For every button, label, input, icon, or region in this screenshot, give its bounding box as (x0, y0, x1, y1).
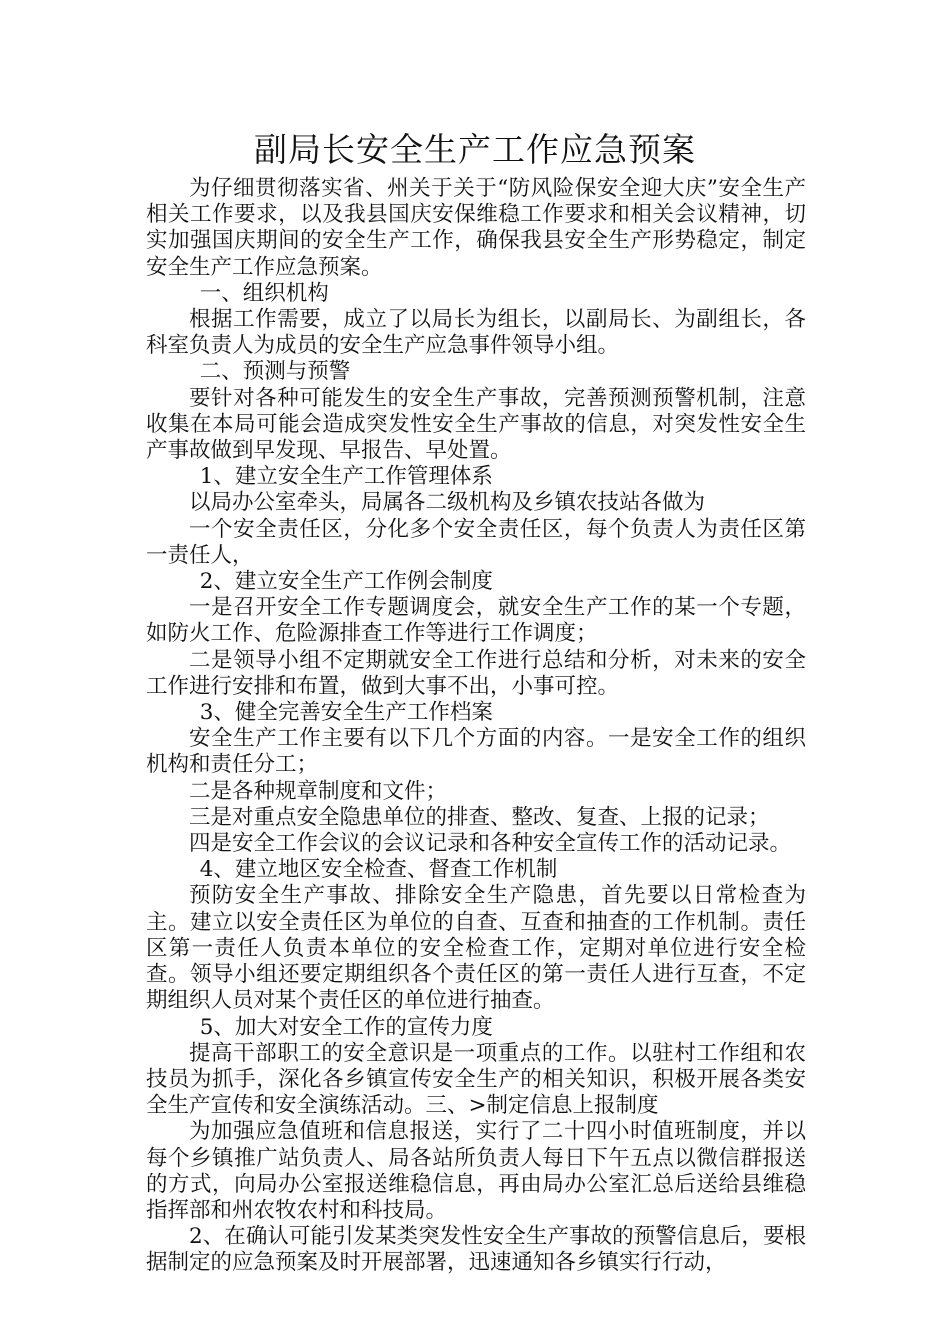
subheading-archives: 3、健全完善安全生产工作档案 (199, 700, 493, 726)
paragraph-archives-3: 三是对重点安全隐患单位的排查、整改、复查、上报的记录； (189, 804, 770, 830)
subheading-regular-meeting: 2、建立安全生产工作例会制度 (199, 569, 493, 595)
paragraph-organization: 根据工作需要，成立了以局长为组长，以副局长、为副组长，各科室负责人为成员的安全生产应急事件领导小组。 (146, 307, 806, 359)
section-heading-forecast: 二、预测与预警 (199, 359, 351, 385)
paragraph-intro: 为仔细贯彻落实省、州关于关于“防风险保安全迎大庆”安全生产相关工作要求，以及我县国庆安保维稳工作要求和相关会议精神，切实加强国庆期间的安全生产工作，确保我县安全生产形势稳定，制定安全生产工作应急预案。 (146, 176, 806, 280)
subheading-inspection: 4、建立地区安全检查、督查工作机制 (199, 857, 558, 883)
paragraph-regular-meeting-2: 二是领导小组不定期就安全工作进行总结和分析，对未来的安全工作进行安排和布置，做到大事不出，小事可控。 (146, 647, 806, 699)
document-body (146, 176, 806, 1277)
paragraph-management-system-1: 以局办公室牵头，局属各二级机构及乡镇农技站各做为 (189, 490, 706, 516)
paragraph-early-warning: 2、在确认可能引发某类突发性安全生产事故的预警信息后，要根据制定的应急预案及时开展部署，迅速通知各乡镇实行行动， (146, 1224, 806, 1276)
paragraph-management-system-2: 一个安全责任区，分化多个安全责任区，每个负责人为责任区第一责任人， (146, 516, 806, 568)
subheading-management-system: 1、建立安全生产工作管理体系 (199, 464, 493, 490)
paragraph-publicity: 提高干部职工的安全意识是一项重点的工作。以驻村工作组和农技员为抓手，深化各乡镇宣传安全生产的相关知识，积极开展各类安全生产宣传和安全演练活动。三、>制定信息上报制度 (146, 1040, 806, 1119)
subheading-publicity: 5、加大对安全工作的宣传力度 (199, 1014, 493, 1040)
paragraph-regular-meeting-1: 一是召开安全工作专题调度会，就安全生产工作的某一个专题，如防火工作、危险源排查工作等进行工作调度； (146, 595, 806, 647)
paragraph-archives-4: 四是安全工作会议的会议记录和各种安全宣传工作的活动记录。 (189, 831, 792, 857)
document-title: 副局长安全生产工作应急预案 (254, 130, 696, 169)
paragraph-archives-1: 安全生产工作主要有以下几个方面的内容。一是安全工作的组织机构和责任分工； (146, 726, 806, 778)
paragraph-inspection: 预防安全生产事故、排除安全生产隐患，首先要以日常检查为主。建立以安全责任区为单位的自查、互查和抽查的工作机制。责任区第一责任人负责本单位的安全检查工作，定期对单位进行安全检查。领导小组还要定期组织各个责任区的第一责任人进行互查，不定期组织人员对某个责任区的单位进行抽查。 (146, 883, 806, 1014)
paragraph-duty-reporting: 为加强应急值班和信息报送，实行了二十四小时值班制度，并以每个乡镇推广站负责人、局各站所负责人每日下午五点以微信群报送的方式，向局办公室报送维稳信息，再由局办公室汇总后送给县维稳指挥部和州农牧农村和科技局。 (146, 1119, 806, 1223)
paragraph-forecast: 要针对各种可能发生的安全生产事故，完善预测预警机制，注意收集在本局可能会造成突发性安全生产事故的信息，对突发性安全生产事故做到早发现、早报告、早处置。 (146, 385, 806, 464)
paragraph-archives-2: 二是各种规章制度和文件； (189, 778, 448, 804)
section-heading-organization: 一、组织机构 (199, 280, 329, 306)
